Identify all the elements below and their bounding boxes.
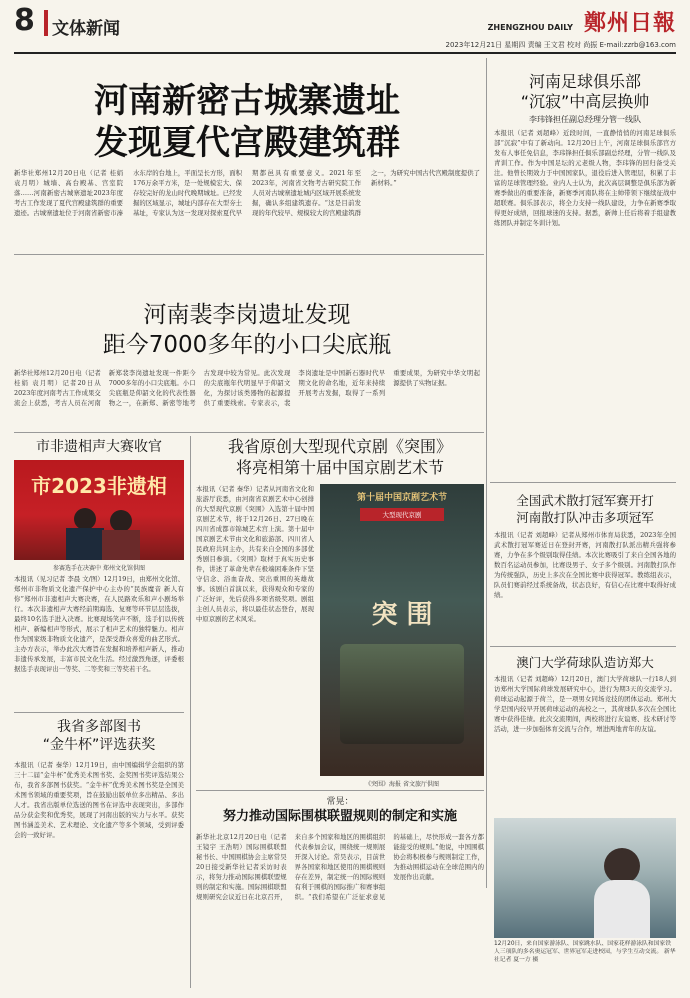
poster-subtitle: 大型现代京剧 xyxy=(360,508,444,521)
football-subtitle: 李玮锋担任副总经理分管一线队 xyxy=(529,115,641,124)
football-headline xyxy=(494,72,676,112)
divider xyxy=(14,432,484,433)
stage-banner: 市2023非遗相 xyxy=(31,474,167,498)
sanda-title-2: 河南散打队冲击多项冠军 xyxy=(516,510,654,525)
sanda-title-1: 全国武术散打冠军赛开打 xyxy=(516,493,654,508)
person-body xyxy=(594,880,650,938)
opera-poster xyxy=(320,484,484,776)
performer-body-2 xyxy=(102,530,140,560)
performer-body-1 xyxy=(66,528,104,560)
divider xyxy=(196,790,484,791)
books-headline xyxy=(14,718,184,754)
divider xyxy=(14,254,484,255)
top-story-title-1: 河南新密古城寨遗址 xyxy=(94,81,400,121)
header-rule xyxy=(14,52,676,54)
macau-body: 本报讯（记者 刘超峰）12月20日，澳门大学荷球队一行18人到访郑州大学国际荷球发展研究中心，进行为期3天的交流学习。荷球运动起源于荷兰，是一项男女同场竞技的团体运动。郑州大学是国内较早开展荷球运动的高校之一，其荷球队多次在全国比赛中获得佳绩。此次交流期间，两校将进行友谊赛、技术研讨等活动，进一步加强体育交流与合作，增进两地青年的友谊。 xyxy=(494,675,676,733)
football-body: 本报讯（记者 刘超峰）近段时间，一直静悄悄的河南足球俱乐部“沉寂”中有了新动向。12月20日上午，河南足球俱乐部官方发布人事任免信息，李玮锋担任俱乐部副总经理，分管一线队及青训工作。作为中国足坛的元老级人物，李玮锋的回归备受关注。他曾长期效力于中国国家队，退役后进入管理层，积累了丰富的足球管理经验。业内人士认为，此次高层调整是俱乐部为新赛季做出的重要准备，新赛季河南队将在主帅带领下继续征战中超联赛。俱乐部表示，将全力支持一线队建设，力争在新赛季取得更好成绩，回报球迷的支持。据悉，新帅上任后将着手组建教练团队并制定冬训计划。 xyxy=(494,129,676,227)
person-silhouette xyxy=(604,848,640,884)
sanda-body: 本报讯（记者 刘超峰）记者从郑州市体育局获悉，2023年全国武术散打冠军赛近日在登封开赛，河南散打队派出精兵强将参赛，力争在多个级别取得佳绩。本次比赛吸引了来自全国各地的数百名运动员参加，比赛设男子、女子多个级别。河南散打队作为传统强队，历史上多次在全国比赛中获得冠军。教练组表示，队员们赛前经过系统备战，状态良好，有信心在比赛中取得好成绩。 xyxy=(494,531,676,599)
macau-photo xyxy=(494,818,676,938)
poster-actors xyxy=(340,644,464,744)
poster-play-name: 突 围 xyxy=(371,600,433,630)
divider xyxy=(14,712,184,713)
opera-headline xyxy=(196,436,484,478)
performer-head-1 xyxy=(74,508,96,530)
column-rule xyxy=(486,58,487,888)
football-title-2: “沉寂”中高层换帅 xyxy=(520,92,650,111)
paper-logo: 鄭州日報 xyxy=(583,10,676,36)
top-story-title-2: 发现夏代宫殿建筑群 xyxy=(94,123,400,163)
books-title-2: “金牛杯”评选获奖 xyxy=(42,737,156,753)
divider xyxy=(490,646,676,647)
story2-title-1: 河南裴李岗遗址发现 xyxy=(143,302,351,328)
page-number: 8 xyxy=(14,3,35,38)
xiangsheng-caption: 参赛选手在决赛中 郑州文化馆供图 xyxy=(53,565,145,572)
xiangsheng-body: 本报讯（见习记者 李晨 文/图）12月19日，由郑州文化馆、郑州市非物质文化遗产保护中心主办的“民族魔音 新人有你”郑州市非遗相声大赛决赛，在人民路欢乐和声小剧场举行。本次非遗相声大赛经前期海选、复赛等环节层层选拔，最终10名选手进入决赛。比赛现场笑声不断，选手们以传统相声、新编相声等形式，展示了相声艺术的独特魅力。相声作为国家级非物质文化遗产，是深受群众喜爱的曲艺形式。主办方表示，举办此次大赛旨在发掘和培养相声新人，推动非遗传承发展，丰富市民文化生活。经过激烈角逐，评委根据选手表现评出一等奖、二等奖和三等奖若干名。 xyxy=(14,575,184,673)
story2-title-2: 距今7000多年的小口尖底瓶 xyxy=(102,332,392,358)
masthead-brand xyxy=(488,6,676,37)
opera-body: 本报讯（记者 秦华）记者从河南省文化和旅游厅获悉，由河南省京剧艺术中心创排的大型现代京剧《突围》入选第十届中国京剧艺术节，将于12月26日、27日晚在四川省成都市锦城艺术宫上演。第十届中国京剧艺术节由文化和旅游部、四川省人民政府共同主办，共有来自全国的多部优秀剧目参演。《突围》取材于真实历史事件，讲述了革命先辈在极端困难条件下坚守信念、浴血奋战、突出重围的英雄故事。该剧自首演以来，获得观众和专家的广泛好评，先后获得多项省级奖项。剧组主创人员表示，将以最佳状态登台，展现中原京剧的艺术风采。 xyxy=(196,485,314,623)
story2-headline xyxy=(14,300,480,360)
rules-body: 新华社北京12月20日电（记者 王镜宇 王浩明）国际围棋联盟秘书长、中国围棋协会主席常昊20日接受新华社记者采访时表示，将努力推动国际围棋联盟规则的制定和实施。国际围棋联盟规则研究会议近日在北京召开，来自多个国家和地区的围棋组织代表参加会议，围绕统一规则展开深入讨论。常昊表示，目前世界各国家和地区使用的围棋规则存在差异，制定统一的国际规则有利于围棋的国际推广和赛事组织。“我们希望在广泛征求意见的基础上，尽快形成一套各方都能接受的规则。”他说，中国围棋协会将积极参与规则制定工作，为推动围棋运动在全球范围内的发展作出贡献。 xyxy=(196,833,484,901)
opera-caption: 《突围》海报 省文旅厅供图 xyxy=(365,781,439,788)
xiangsheng-headline: 市非遗相声大赛收官 xyxy=(36,439,162,455)
books-title-1: 我省多部图书 xyxy=(57,719,141,735)
column-rule xyxy=(190,436,191,988)
opera-title-2: 将亮相第十届中国京剧艺术节 xyxy=(235,458,444,477)
top-story-headline xyxy=(14,80,480,164)
poster-festival-title: 第十届中国京剧艺术节 xyxy=(356,493,447,503)
divider xyxy=(490,482,676,483)
story2-body: 新华社郑州12月20日电（记者 桂娟 袁月明）记者20日从2023年度河南考古工作成果交流会上获悉，考古人员在河南新郑裴李岗遗址发现一件距今7000多年的小口尖底瓶。小口尖底瓶是仰韶文化的代表性器物之一，在新郑、新密等地考古发现中较为常见。此次发现的尖底瓶年代明显早于仰韶文化，为探讨该类器物的起源提供了重要线索。专家表示，裴李岗遗址是中国新石器时代早期文化的命名地，近年来持续开展考古发掘，取得了一系列重要成果，为研究中华文明起源提供了实物证据。 xyxy=(14,369,480,407)
sanda-headline xyxy=(494,492,676,526)
dateline: 2023年12月21日 星期四 责编 王文君 校对 尚振 E-mail:zzrb@163.com xyxy=(445,41,676,49)
performer-head-2 xyxy=(110,510,132,532)
xiangsheng-photo xyxy=(14,460,184,560)
opera-title-1: 我省原创大型现代京剧《突围》 xyxy=(227,437,452,456)
top-story-body: 新华社郑州12月20日电（记者 桂娟 袁月明）城墙、高台殿基、宫室院落……河南新密古城寨遗址2023年度考古工作发现了夏代宫殿建筑群的重要遗迹。古城寨遗址位于河南省新密市溱水东岸的台地上，平面呈长方形，面积176万余平方米，是一处规模宏大、保存较完好的龙山时代晚期城址。已经发掘的区域显示，城址内部存在大型夯土基址，专家认为这一发现对探索夏代早期都邑具有重要意义。2021年至2023年，河南省文物考古研究院工作人员对古城寨遗址城内区域开展系统发掘，确认多组建筑遗存。“这是目前发现的年代较早、规模较大的宫殿建筑群之一，为研究中国古代宫殿制度提供了新材料。” xyxy=(14,169,480,217)
paper-english-name: ZHENGZHOU DAILY xyxy=(487,23,573,32)
football-title-1: 河南足球俱乐部 xyxy=(528,72,641,91)
rules-headline: 努力推动国际围棋联盟规则的制定和实施 xyxy=(222,809,457,824)
books-body: 本报讯（记者 秦华）12月19日，由中国编辑学会组织的第三十二届“金牛杯”优秀美术图书奖、金奖图书奖评选结果公布，我省多部图书获奖。“金牛杯”优秀美术图书奖是全国美术图书领域的重要奖项，旨在鼓励出版单位多出精品、多出人才。我省出版单位选送的图书在评选中表现突出，多部作品分获金奖和优秀奖，展现了河南出版的实力与水平。获奖图书涵盖美术、艺术理论、文化遗产等多个领域，受到评委会的一致好评。 xyxy=(14,761,184,839)
rules-kicker: 常晃： xyxy=(326,797,354,807)
macau-caption: 12月20日，来自国家游泳队、国家跳水队、国家花样游泳队和国家铁人三项队的多名奥运冠军、世界冠军走进校园，与学生互动交流。 新华社记者 夏一方 摄 xyxy=(494,941,676,963)
macau-headline: 澳门大学荷球队造访郑大 xyxy=(516,655,654,670)
section-marker xyxy=(44,10,48,36)
section-title: 文体新闻 xyxy=(52,19,120,39)
